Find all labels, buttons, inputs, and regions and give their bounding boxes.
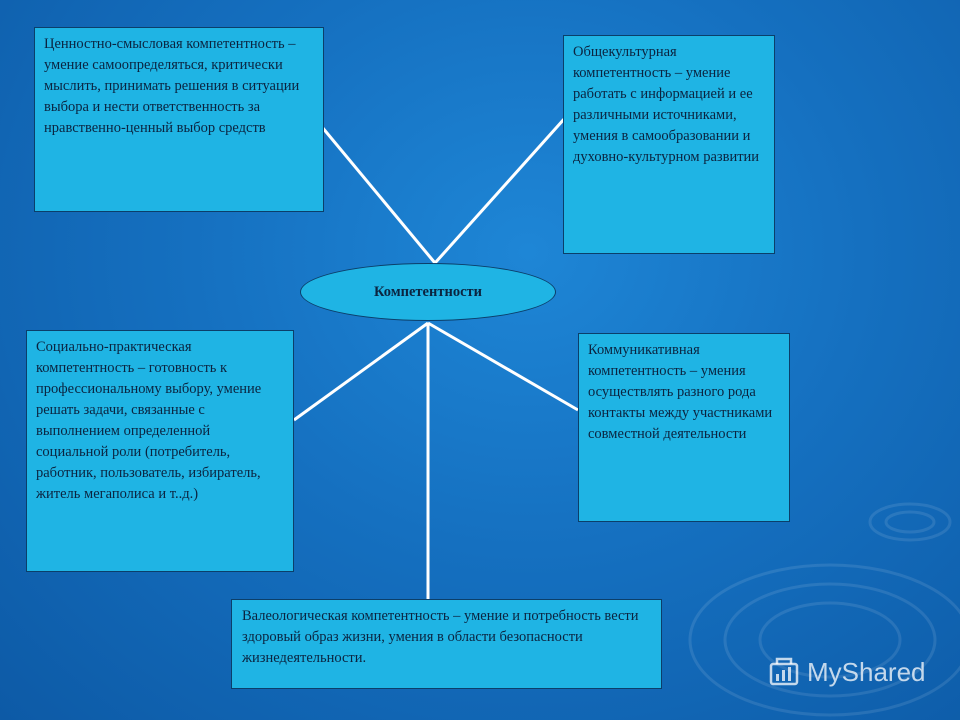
connector-general-cultural xyxy=(435,118,565,263)
connector-communicative xyxy=(428,323,578,410)
competences-center-node xyxy=(300,263,556,321)
social-practical-competence-text: Социально-практическая компетентность – готовность к профессиональному выбору, умение решать задачи, связанные с выполнением определенной социальной роли (потребитель, работник, пользователь, избиратель, житель мегаполиса и т..д.) xyxy=(36,339,262,503)
connector-social-practical xyxy=(294,323,428,420)
value-semantic-competence-box xyxy=(34,27,324,212)
valeological-competence-text: Валеологическая компетентность – умение и потребность вести здоровый образ жизни, умения в области безопасности жизнедеятельности. xyxy=(242,608,639,667)
social-practical-competence-box xyxy=(26,330,294,572)
center-node-label: Компетентности xyxy=(374,283,482,300)
general-cultural-competence-text: Общекультурная компетентность – умение работать с информацией и ее различными источниками, умения в самообразовании и духовно-культурном развитии xyxy=(573,44,760,166)
myshared-logo-icon xyxy=(767,655,801,689)
communicative-competence-text: Коммуникативная компетентность – умения осуществлять разного рода контакты между участниками совместной деятельности xyxy=(588,342,773,443)
connector-value-semantic xyxy=(322,127,435,263)
myshared-watermark xyxy=(767,655,926,689)
general-cultural-competence-box xyxy=(563,35,775,254)
value-semantic-competence-text: Ценностно-смысловая компетентность – умение самоопределяться, критически мыслить, принимать решения в ситуации выбора и нести ответственность за нравственно-ценный выбор средств xyxy=(44,36,300,137)
watermark-text: MyShared xyxy=(807,656,926,687)
valeological-competence-box xyxy=(231,599,662,689)
communicative-competence-box xyxy=(578,333,790,522)
